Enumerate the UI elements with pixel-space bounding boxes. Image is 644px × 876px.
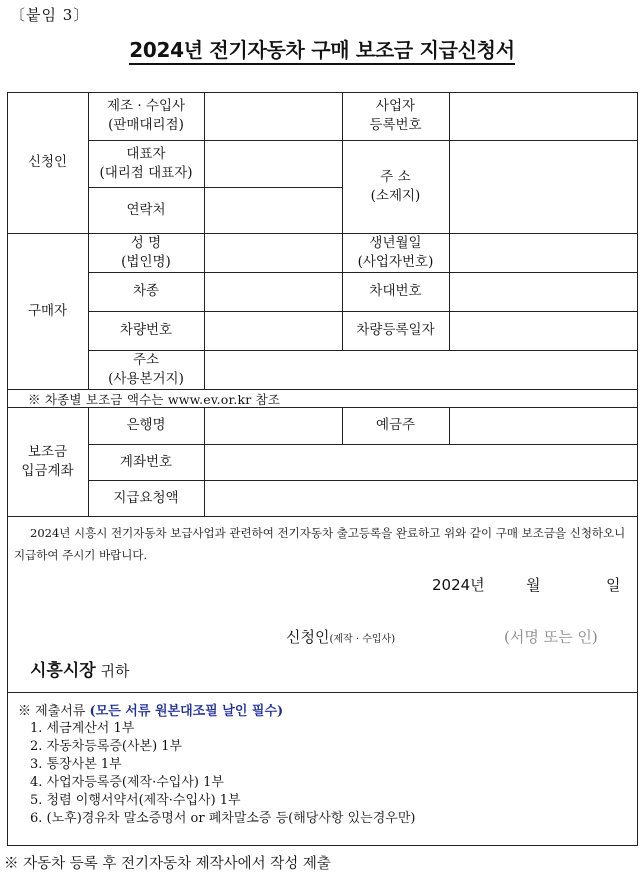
applicant-address-field[interactable] [449, 140, 638, 233]
docs-heading-emphasis: (모든 서류 원본대조필 날인 필수) [89, 704, 284, 719]
buyer-group-label: 구매자 [27, 302, 68, 319]
plate-no-field[interactable] [204, 311, 342, 350]
date-month: 월 [526, 576, 541, 594]
list-item: 5. 청렴 이행서약서(제작·수입사) 1부 [30, 793, 241, 808]
docs-heading-prefix: ※ 제출서류 [18, 704, 86, 719]
buyer-address-label: 주소 (사용본거지) [108, 351, 184, 387]
buyer-birth-field[interactable] [449, 233, 638, 272]
vehicle-model-label: 차종 [132, 283, 160, 299]
registration-date-field[interactable] [449, 311, 638, 350]
annex-label: 〔붙임 3〕 [10, 6, 90, 24]
buyer-birth-label: 생년월일 (사업자번호) [357, 234, 434, 270]
registration-date-label: 차량등록일자 [356, 322, 435, 338]
honorific: 귀하 [100, 662, 130, 680]
list-item: 2. 자동차등록증(사본) 1부 [30, 739, 183, 754]
account-group-label: 보조금 입금계좌 [21, 443, 74, 479]
applicant-sign-label: 신청인 [286, 628, 330, 646]
vehicle-model-field[interactable] [204, 272, 342, 311]
representative-field[interactable] [204, 140, 342, 187]
docs-heading [18, 700, 283, 719]
date-day: 일 [606, 576, 621, 594]
plate-no-label: 차량번호 [119, 322, 173, 338]
declaration-text: 2024년 시흥시 전기자동차 보급사업과 관련하여 전기자동차 출고등록을 완료하고 위와 같이 구매 보조금을 신청하오니 지급하여 주시기 바랍니다. [14, 526, 626, 562]
form-title: 2024년 전기자동차 구매 보조금 지급신청서 [0, 34, 644, 63]
bank-name-label: 은행명 [126, 417, 166, 433]
applicant-group-label: 신청인 [27, 154, 68, 170]
biz-no-label: 사업자 등록번호 [369, 98, 422, 133]
bank-name-field[interactable] [204, 407, 342, 444]
list-item: 1. 세금계산서 1부 [30, 721, 135, 736]
list-item: 4. 사업자등록증(제작·수입사) 1부 [30, 775, 224, 790]
buyer-address-field[interactable] [204, 350, 638, 389]
applicant-address-label: 주 소 (소제지) [370, 168, 421, 204]
account-holder-label: 예금주 [375, 417, 416, 433]
maker-field[interactable] [204, 92, 342, 140]
list-item: 3. 통장사본 1부 [30, 757, 122, 772]
date-year: 2024년 [432, 576, 485, 594]
footer-note: ※ 자동차 등록 후 전기자동차 제작사에서 작성 제출 [4, 856, 331, 872]
contact-label: 연락처 [126, 201, 166, 218]
representative-label: 대표자 (대리점 대표자) [99, 145, 193, 181]
biz-no-field[interactable] [449, 92, 638, 140]
buyer-name-label: 성 명 (법인명) [121, 234, 171, 270]
applicant-sign-line [286, 626, 395, 647]
maker-label: 제조 · 수입사 (판매대리점) [106, 98, 186, 133]
account-number-field[interactable] [204, 444, 638, 480]
request-amount-label: 지급요청액 [113, 489, 179, 506]
list-item: 6. (노후)경유차 말소증명서 or 폐차말소증 등(해당사항 있는경우만) [30, 811, 416, 826]
subsidy-note: ※ 차종별 보조금 액수는 www.ev.or.kr 참조 [28, 392, 281, 407]
account-holder-field[interactable] [449, 407, 638, 444]
mayor-label: 시흥시장 [30, 661, 96, 681]
chassis-no-label: 차대번호 [369, 283, 422, 299]
account-number-label: 계좌번호 [119, 453, 173, 470]
applicant-sign-sub: (제작 · 수입사) [329, 634, 396, 645]
buyer-name-field[interactable] [204, 233, 342, 272]
signature-placeholder[interactable]: (서명 또는 인) [504, 628, 598, 646]
docs-list [30, 720, 415, 828]
chassis-no-field[interactable] [449, 272, 638, 311]
request-amount-field[interactable] [204, 480, 638, 516]
addressee [30, 656, 129, 681]
contact-field[interactable] [204, 187, 342, 233]
